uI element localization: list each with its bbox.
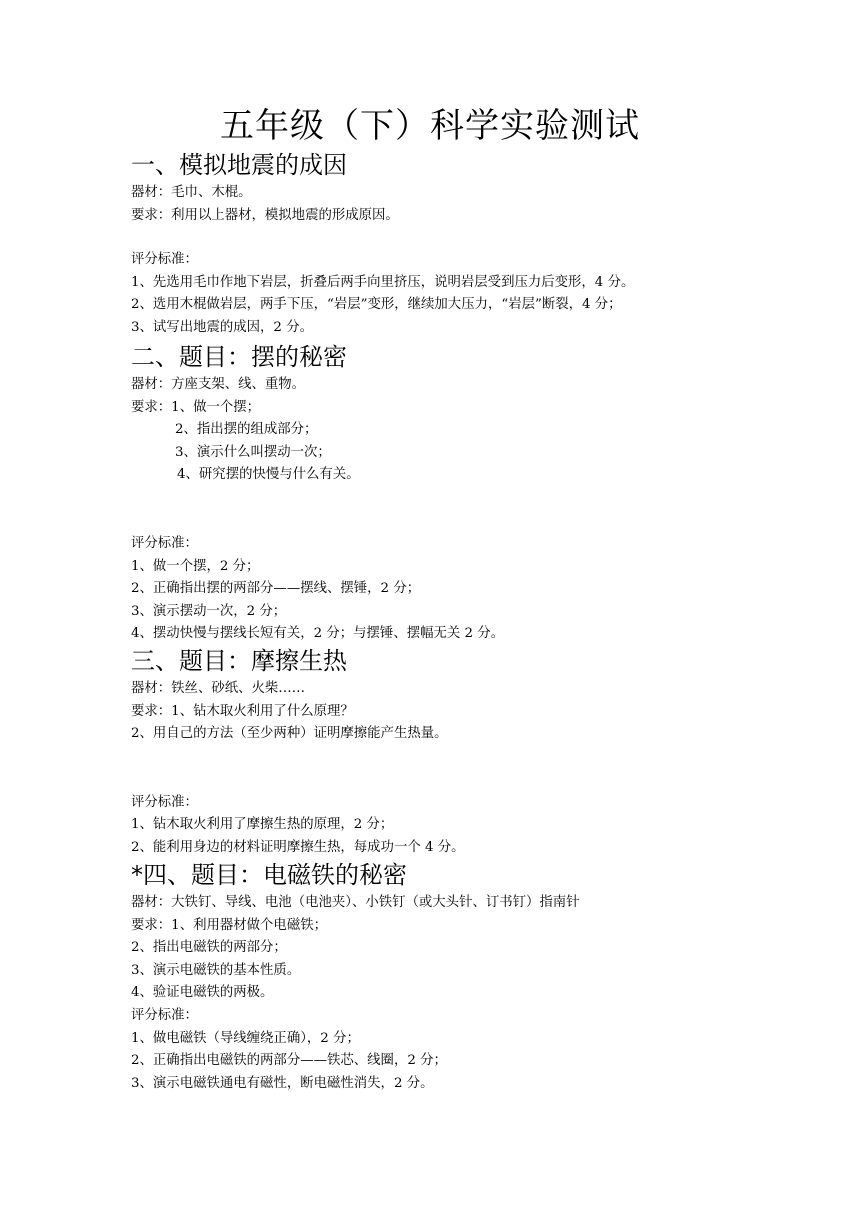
criteria-item: 3、试写出地震的成因，2 分。 [131, 319, 313, 335]
criteria-item: 1、钻木取火利用了摩擦生热的原理，2 分； [131, 817, 394, 833]
criteria-label: 评分标准： [131, 1007, 198, 1023]
materials-text: 器材：大铁钉、导线、电池（电池夹）、小铁钉（或大头针、订书钉）指南针 [131, 895, 580, 910]
section-earthquake [131, 150, 831, 340]
criteria-item: 3、演示电磁铁通电有磁性，断电磁性消失，2 分。 [131, 1075, 434, 1091]
section-heading: 二、题目：摆的秘密 [131, 343, 347, 371]
requirement-text: 要求：1、做一个摆； [131, 399, 261, 415]
requirement-text: 3、演示什么叫摆动一次； [175, 444, 331, 460]
requirement-text: 要求：利用以上器材，模拟地震的形成原因。 [131, 207, 399, 223]
criteria-item: 2、正确指出摆的两部分——摆线、摆锤，2 分； [131, 581, 421, 597]
materials-text: 器材：方座支架、线、重物。 [131, 377, 306, 392]
requirement-text: 2、指出摆的组成部分； [175, 422, 318, 438]
materials-text: 器材：铁丝、砂纸、火柴…… [131, 681, 306, 696]
criteria-label: 评分标准： [131, 535, 198, 551]
requirement-text: 4、研究摆的快慢与什么有关。 [177, 467, 360, 483]
section-pendulum [131, 342, 831, 646]
requirement-text: 4、验证电磁铁的两极。 [131, 985, 274, 1001]
criteria-item: 2、选用木棍做岩层，两手下压，“岩层”变形，继续加大压力，“岩层”断裂，4 分； [131, 297, 622, 313]
criteria-label: 评分标准： [131, 252, 198, 268]
criteria-label: 评分标准： [131, 794, 198, 810]
criteria-item: 2、能利用身边的材料证明摩擦生热，每成功一个 4 分。 [131, 839, 465, 855]
section-heading: 三、题目：摩擦生热 [131, 647, 347, 675]
section-friction [131, 646, 831, 860]
materials-text: 器材：毛巾、木棍。 [131, 185, 252, 200]
requirement-text: 要求：1、利用器材做个电磁铁； [131, 917, 327, 933]
requirement-text: 2、用自己的方法（至少两种）证明摩擦能产生热量。 [131, 726, 448, 742]
criteria-item: 1、先选用毛巾作地下岩层，折叠后两手向里挤压，说明岩层受到压力后变形，4 分。 [131, 274, 635, 290]
criteria-item: 4、摆动快慢与摆线长短有关，2 分；与摆锤、摆幅无关 2 分。 [131, 626, 505, 642]
requirement-text: 要求：1、钻木取火利用了什么原理？ [131, 703, 354, 719]
requirement-text: 3、演示电磁铁的基本性质。 [131, 962, 301, 978]
criteria-item: 1、做电磁铁（导线缠绕正确），2 分； [131, 1030, 360, 1046]
section-heading: *四、题目：电磁铁的秘密 [131, 861, 407, 889]
section-electromagnet [131, 860, 831, 1095]
criteria-item: 1、做一个摆，2 分； [131, 558, 260, 574]
document-title: 五年级（下）科学实验测试 [220, 106, 640, 146]
section-heading: 一、模拟地震的成因 [131, 151, 347, 179]
requirement-text: 2、指出电磁铁的两部分； [131, 940, 287, 956]
criteria-item: 3、演示摆动一次，2 分； [131, 603, 287, 619]
criteria-item: 2、正确指出电磁铁的两部分——铁芯、线圈，2 分； [131, 1053, 447, 1069]
